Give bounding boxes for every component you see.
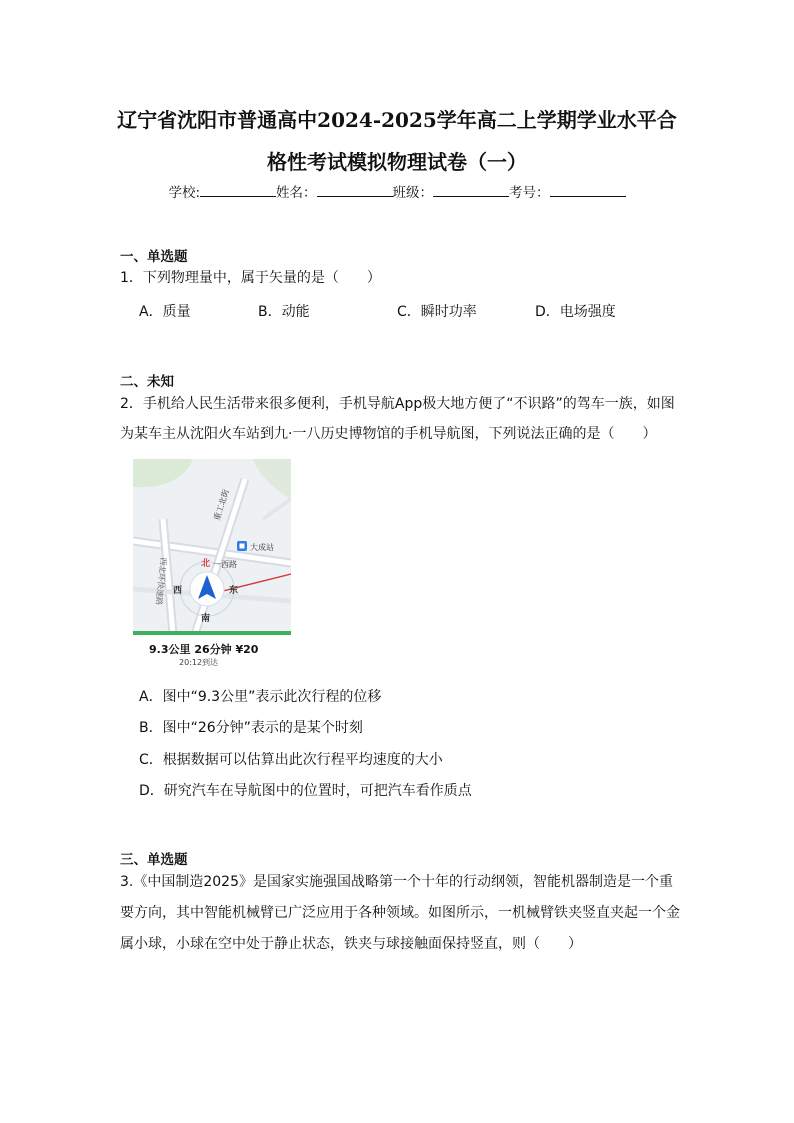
navigation-map-figure bbox=[133, 459, 291, 669]
q2-option-c: C．根据数据可以估算出此次行程平均速度的大小 bbox=[139, 752, 443, 768]
question-3-line-2: 要方向，其中智能机械臂已广泛应用于各种领域。如图所示，一机械臂铁夹竖直夹起一个金 bbox=[120, 905, 680, 921]
map-road-label-w: 西北环快速路 bbox=[153, 556, 168, 606]
school-blank[interactable] bbox=[200, 184, 276, 197]
map-compass-north: 北 bbox=[201, 559, 211, 569]
map-compass-south: 南 bbox=[201, 614, 211, 624]
question-2-stem-line-1: 2．手机给人民生活带来很多便利，手机导航App极大地方便了“不识路”的驾车一族，如图 bbox=[120, 396, 675, 412]
navigation-map-graphic bbox=[133, 459, 291, 669]
map-road-label-e: 一西路 bbox=[213, 560, 237, 569]
class-label: 班级： bbox=[392, 185, 434, 201]
question-1-stem: 1．下列物理量中，属于矢量的是（ ） bbox=[120, 270, 381, 286]
class-blank[interactable] bbox=[433, 184, 509, 197]
question-3-line-3: 属小球，小球在空中处于静止状态，铁夹与球接触面保持竖直，则（ ） bbox=[120, 936, 582, 952]
name-blank[interactable] bbox=[317, 184, 393, 197]
map-station-label: 大成站 bbox=[250, 543, 274, 552]
map-route-summary: 9.3公里 26分钟 ¥20 bbox=[149, 643, 259, 656]
question-2-stem-line-2: 为某车主从沈阳火车站到九·一八历史博物馆的手机导航图，下列说法正确的是（ ） bbox=[120, 426, 657, 442]
title-line-2: 格性考试模拟物理试卷（一） bbox=[267, 150, 527, 174]
number-label: 考号： bbox=[509, 185, 550, 201]
q1-option-b: B．动能 bbox=[258, 304, 310, 320]
map-road-label-ne: 重工北街 bbox=[212, 488, 231, 522]
map-compass-east: 东 bbox=[229, 586, 239, 596]
q2-option-d: D．研究汽车在导航图中的位置时，可把汽车看作质点 bbox=[139, 783, 472, 799]
q1-option-d: D．电场强度 bbox=[535, 304, 616, 320]
q2-option-b: B．图中“26分钟”表示的是某个时刻 bbox=[139, 720, 363, 736]
school-label: 学校: bbox=[168, 185, 201, 201]
title-line-1: 辽宁省沈阳市普通高中2024-2025学年高二上学期学业水平合 bbox=[117, 108, 677, 132]
map-compass-west: 西 bbox=[173, 586, 183, 596]
q2-option-a: A．图中“9.3公里”表示此次行程的位移 bbox=[139, 689, 382, 705]
section-heading-3: 三、单选题 bbox=[120, 852, 188, 868]
q1-option-c: C．瞬时功率 bbox=[397, 304, 477, 320]
student-info-line bbox=[0, 181, 794, 201]
q1-option-a: A．质量 bbox=[139, 304, 191, 320]
section-heading-2: 二、未知 bbox=[120, 374, 174, 390]
section-heading-1: 一、单选题 bbox=[120, 249, 188, 265]
map-arrival-time: 20:12到达 bbox=[179, 658, 219, 667]
number-blank[interactable] bbox=[550, 184, 626, 197]
name-label: 姓名： bbox=[276, 185, 317, 201]
question-3-line-1: 3.《中国制造2025》是国家实施强国战略第一个十年的行动纲领，智能机器制造是一个重 bbox=[120, 874, 673, 890]
